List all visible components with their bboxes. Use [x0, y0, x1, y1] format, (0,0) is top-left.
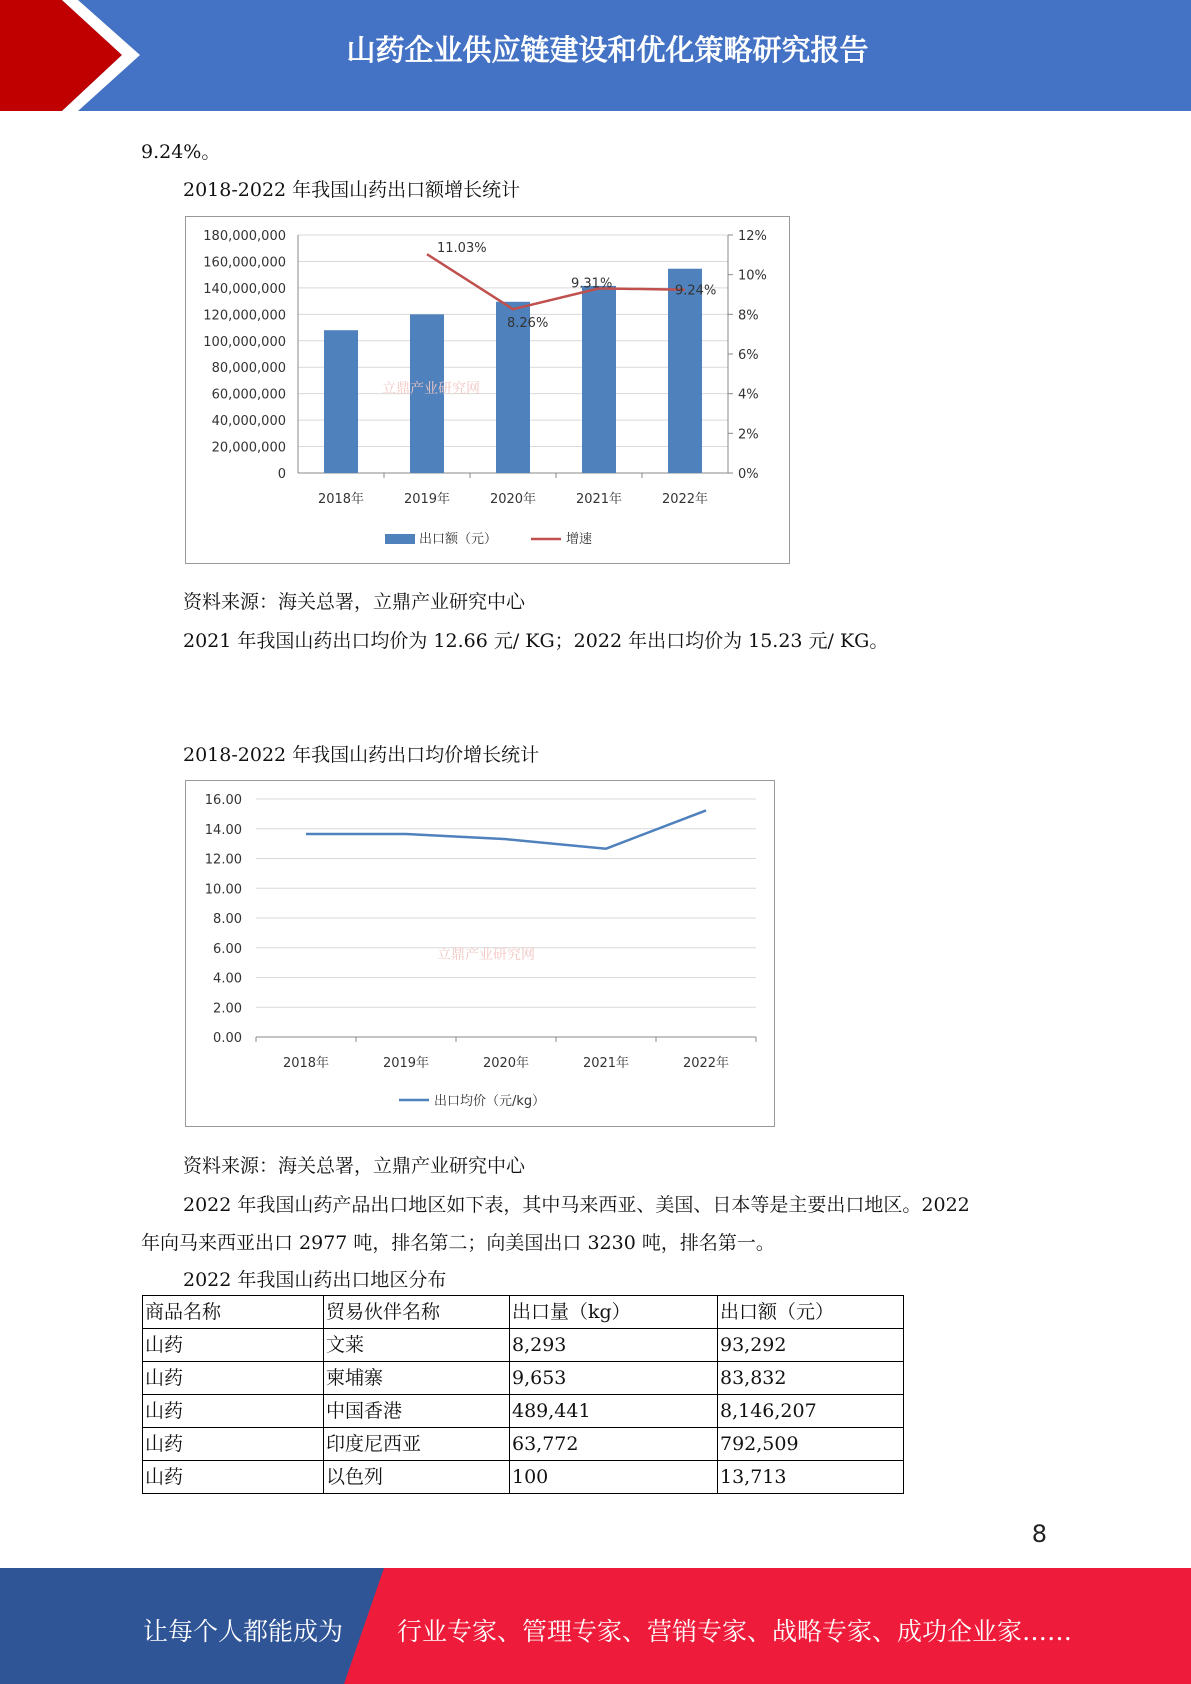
table-cell: 印度尼西亚 [324, 1428, 510, 1461]
table-cell: 中国香港 [324, 1395, 510, 1428]
table-cell: 山药 [143, 1428, 324, 1461]
y-tick-label: 2.00 [213, 1001, 242, 1017]
y-tick-label: 10.00 [204, 882, 242, 898]
table-row [143, 1329, 904, 1362]
y-tick-label: 40,000,000 [211, 414, 286, 430]
table-cell: 以色列 [324, 1461, 510, 1494]
table-row [143, 1428, 904, 1461]
table-cell: 9,653 [510, 1362, 718, 1395]
y-tick-label: 180,000,000 [203, 229, 286, 244]
table-cell: 8,146,207 [718, 1395, 904, 1428]
legend-label: 出口均价（元/kg） [434, 1094, 546, 1109]
table-cell: 山药 [143, 1461, 324, 1494]
table-row [143, 1362, 904, 1395]
x-tick-label: 2018年 [317, 492, 365, 507]
footer-slogan-right: 行业专家、管理专家、营销专家、战略专家、成功企业家…… [397, 1617, 1073, 1646]
y-tick-label: 80,000,000 [211, 361, 286, 377]
y2-tick-label: 8% [738, 308, 759, 324]
table-caption: 2022 年我国山药出口地区分布 [183, 1269, 447, 1291]
table-header-cell: 出口量（kg） [510, 1296, 718, 1329]
y-tick-label: 4.00 [213, 971, 242, 987]
x-tick-label: 2021年 [582, 1056, 630, 1071]
table-header-cell: 贸易伙伴名称 [324, 1296, 510, 1329]
y-tick-label: 0.00 [213, 1031, 242, 1046]
growth-rate-line [427, 254, 685, 309]
y-tick-label: 14.00 [204, 822, 242, 838]
x-tick-label: 2020年 [489, 492, 537, 507]
data-label: 11.03% [437, 241, 487, 257]
table-cell: 792,509 [718, 1428, 904, 1461]
chart2-source: 资料来源：海关总署，立鼎产业研究中心 [183, 1155, 526, 1177]
table-header-cell: 商品名称 [143, 1296, 324, 1329]
legend-label: 出口额（元） [419, 532, 498, 547]
region-paragraph-line2: 年向马来西亚出口 2977 吨，排名第二；向美国出口 3230 吨，排名第一。 [141, 1232, 775, 1254]
y-tick-label: 12.00 [204, 852, 242, 868]
y2-tick-label: 4% [738, 387, 759, 403]
table-cell: 83,832 [718, 1362, 904, 1395]
y-tick-label: 0 [277, 467, 286, 482]
y-tick-label: 6.00 [213, 941, 242, 957]
chart1-source: 资料来源：海关总署，立鼎产业研究中心 [183, 591, 526, 613]
y-tick-label: 16.00 [204, 793, 242, 808]
export-price-chart-svg [186, 781, 776, 1128]
y-tick-label: 160,000,000 [203, 255, 286, 271]
page-footer [0, 1568, 1191, 1684]
y-tick-label: 120,000,000 [203, 308, 286, 324]
y-tick-label: 140,000,000 [203, 281, 286, 297]
y2-tick-label: 2% [738, 427, 759, 443]
table-header-cell: 出口额（元） [718, 1296, 904, 1329]
watermark: 立鼎产业研究网 [437, 947, 535, 963]
y2-tick-label: 10% [738, 268, 767, 284]
y-tick-label: 60,000,000 [211, 387, 286, 403]
bar-2021年 [582, 286, 616, 473]
x-tick-label: 2020年 [482, 1056, 530, 1071]
chart1-caption: 2018-2022 年我国山药出口额增长统计 [183, 179, 521, 201]
region-paragraph-line1: 2022 年我国山药产品出口地区如下表，其中马来西亚、美国、日本等是主要出口地区。2022 [183, 1194, 970, 1216]
y-tick-label: 8.00 [213, 912, 242, 927]
avg-price-line [306, 810, 706, 848]
export-price-chart [185, 780, 775, 1127]
bar-2022年 [668, 269, 702, 473]
data-label: 9.31% [571, 276, 613, 292]
export-region-table [142, 1295, 904, 1494]
y-tick-label: 20,000,000 [211, 440, 286, 456]
y2-tick-label: 12% [738, 229, 767, 244]
export-value-chart-svg [186, 217, 791, 565]
legend-label: 增速 [566, 532, 593, 547]
x-tick-label: 2018年 [282, 1056, 330, 1071]
table-cell: 93,292 [718, 1329, 904, 1362]
watermark: 立鼎产业研究网 [382, 381, 480, 397]
table-cell: 63,772 [510, 1428, 718, 1461]
table-row [143, 1461, 904, 1494]
table-row [143, 1395, 904, 1428]
avg-price-paragraph: 2021 年我国山药出口均价为 12.66 元/ KG；2022 年出口均价为 15.23 元/ KG。 [183, 630, 889, 652]
table-cell: 13,713 [718, 1461, 904, 1494]
y2-tick-label: 6% [738, 348, 759, 363]
data-label: 9.24% [675, 283, 717, 299]
footer-slogan-left: 让每个人都能成为 [143, 1617, 344, 1646]
chart2-caption: 2018-2022 年我国山药出口均价增长统计 [183, 744, 540, 766]
report-title: 山药企业供应链建设和优化策略研究报告 [346, 33, 869, 67]
x-tick-label: 2021年 [575, 492, 623, 507]
page-header [0, 0, 1191, 111]
paragraph-top: 9.24%。 [141, 141, 221, 163]
x-tick-label: 2022年 [661, 492, 709, 507]
bar-2018年 [324, 330, 358, 473]
y-tick-label: 100,000,000 [203, 334, 286, 350]
legend-swatch-bar [385, 534, 415, 544]
table-cell: 柬埔寨 [324, 1362, 510, 1395]
x-tick-label: 2022年 [682, 1056, 730, 1071]
table-cell: 8,293 [510, 1329, 718, 1362]
table-cell: 文莱 [324, 1329, 510, 1362]
page-number: 8 [1031, 1520, 1047, 1548]
table-cell: 山药 [143, 1395, 324, 1428]
y2-tick-label: 0% [738, 467, 759, 482]
table-header-row [143, 1296, 904, 1329]
x-tick-label: 2019年 [382, 1056, 430, 1071]
table-cell: 100 [510, 1461, 718, 1494]
table-cell: 山药 [143, 1362, 324, 1395]
data-label: 8.26% [507, 316, 549, 332]
export-value-chart [185, 216, 790, 564]
table-cell: 489,441 [510, 1395, 718, 1428]
table-cell: 山药 [143, 1329, 324, 1362]
x-tick-label: 2019年 [403, 492, 451, 507]
